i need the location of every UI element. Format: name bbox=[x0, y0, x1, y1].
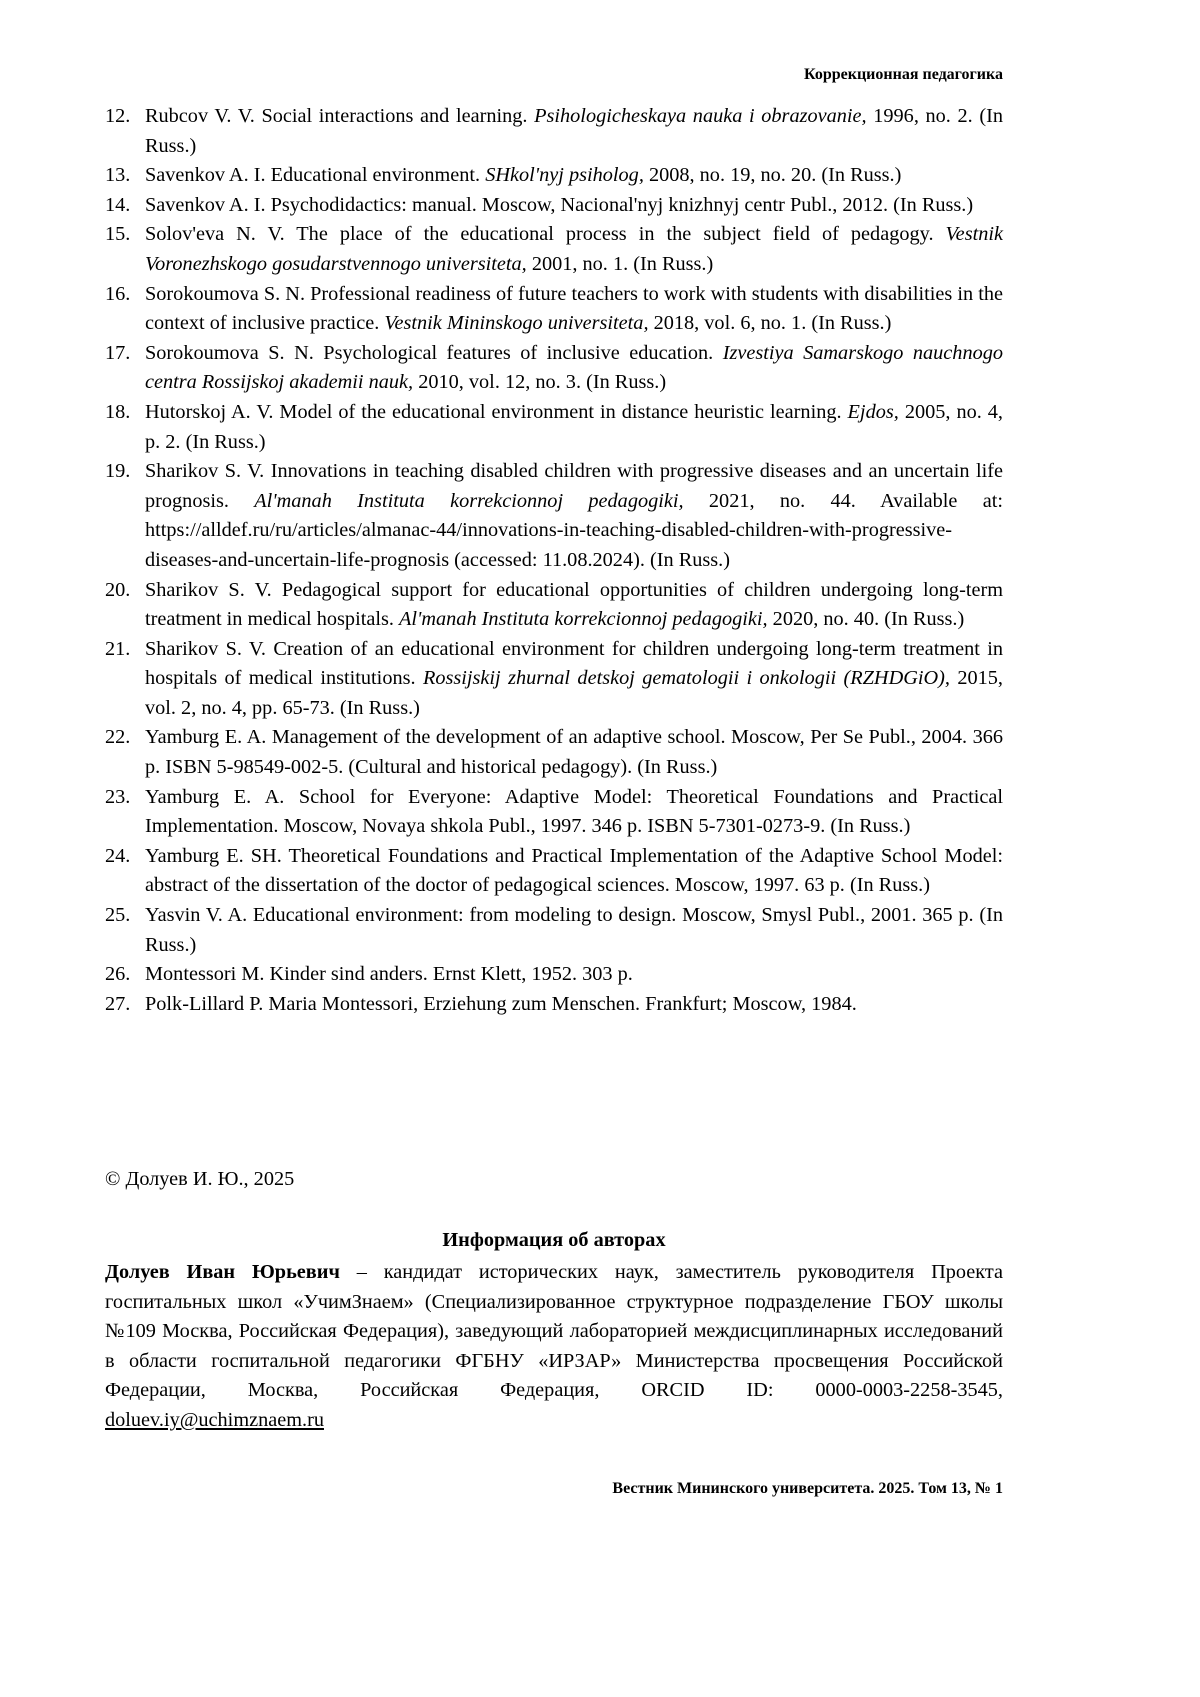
reference-text bbox=[145, 102, 1003, 161]
reference-main: Yasvin V. A. Educational environment: from modeling to design. Moscow, Smysl Publ., 2001. 365 p. (In Russ.) bbox=[145, 904, 1003, 956]
reference-main: Rubcov V. V. Social interactions and learning. bbox=[145, 105, 534, 127]
reference-item bbox=[105, 102, 1003, 161]
reference-main: Montessori M. Kinder sind anders. Ernst Klett, 1952. 303 p. bbox=[145, 963, 633, 985]
reference-main: Yamburg E. A. Management of the development of an adaptive school. Moscow, Per Se Publ., 2004. 366 p. ISBN 5-98549-002-5. (Cultural and historical pedagogy). (In Russ.) bbox=[145, 726, 1003, 778]
reference-item bbox=[105, 960, 1003, 990]
reference-source: Al'manah Instituta korrekcionnoj pedagogiki, bbox=[399, 608, 768, 630]
reference-source: Vestnik Mininskogo universiteta, bbox=[384, 312, 648, 334]
reference-source: Psihologicheskaya nauka i obrazovanie, bbox=[534, 105, 867, 127]
reference-details: 2010, vol. 12, no. 3. (In Russ.) bbox=[413, 371, 666, 393]
author-name: Долуев Иван Юрьевич bbox=[105, 1261, 340, 1283]
reference-text bbox=[145, 191, 1003, 221]
reference-main: Hutorskoj A. V. Model of the educational environment in distance heuristic learning. bbox=[145, 401, 848, 423]
reference-number: 13. bbox=[105, 161, 145, 191]
reference-source: SHkol'nyj psiholog, bbox=[485, 164, 644, 186]
reference-item bbox=[105, 339, 1003, 398]
reference-text bbox=[145, 398, 1003, 457]
author-info-paragraph bbox=[105, 1258, 1003, 1436]
reference-text bbox=[145, 842, 1003, 901]
reference-text bbox=[145, 901, 1003, 960]
reference-item bbox=[105, 783, 1003, 842]
reference-number: 18. bbox=[105, 398, 145, 457]
reference-item bbox=[105, 191, 1003, 221]
reference-main: Sharikov S. V. Pedagogical support for educational opportunities of children undergoing long-term treatment in medical hospitals. bbox=[145, 579, 1003, 631]
reference-number: 26. bbox=[105, 960, 145, 990]
reference-item bbox=[105, 901, 1003, 960]
reference-number: 23. bbox=[105, 783, 145, 842]
reference-text bbox=[145, 576, 1003, 635]
reference-main: Yamburg E. A. School for Everyone: Adaptive Model: Theoretical Foundations and Practical Implementation. Moscow, Novaya shkola Publ., 1997. 346 p. ISBN 5-7301-0273-9. (In Russ.) bbox=[145, 786, 1003, 838]
reference-list bbox=[105, 102, 1003, 1019]
author-email-link[interactable]: doluev.iy@uchimznaem.ru bbox=[105, 1409, 324, 1431]
reference-number: 19. bbox=[105, 457, 145, 575]
reference-text bbox=[145, 960, 1003, 990]
reference-main: Yamburg E. SH. Theoretical Foundations and Practical Implementation of the Adaptive School Model: abstract of the dissertation of the doctor of pedagogical sciences. Moscow, 1997. 63 p. (In Russ.) bbox=[145, 845, 1003, 897]
reference-details: 2018, vol. 6, no. 1. (In Russ.) bbox=[649, 312, 892, 334]
reference-item bbox=[105, 457, 1003, 575]
reference-details: 2021, no. 44. Available at: https://alldef.ru/ru/articles/almanac-44/innovations-in-teaching-disabled-children-with-progressive-diseases-and-uncertain-life-prognosis (accessed: 11.08.2024). (In Russ.) bbox=[145, 490, 1003, 571]
reference-main: Savenkov A. I. Psychodidactics: manual. Moscow, Nacional'nyj knizhnyj centr Publ., 2012. (In Russ.) bbox=[145, 194, 973, 216]
reference-item bbox=[105, 398, 1003, 457]
reference-main: Sorokoumova S. N. Professional readiness of future teachers to work with students with disabilities in the context of inclusive practice. bbox=[145, 283, 1003, 335]
reference-text bbox=[145, 220, 1003, 279]
reference-source: Izvestiya Samarskogo nauchnogo centra Rossijskoj akademii nauk, bbox=[145, 342, 1003, 394]
reference-item bbox=[105, 842, 1003, 901]
reference-details: 2015, vol. 2, no. 4, pp. 65-73. (In Russ.) bbox=[145, 667, 1003, 719]
reference-text bbox=[145, 161, 1003, 191]
reference-text bbox=[145, 990, 1003, 1020]
reference-number: 27. bbox=[105, 990, 145, 1020]
reference-details: 2008, no. 19, no. 20. (In Russ.) bbox=[644, 164, 901, 186]
reference-number: 21. bbox=[105, 635, 145, 724]
reference-main: Savenkov A. I. Educational environment. bbox=[145, 164, 485, 186]
reference-main: Solov'eva N. V. The place of the educational process in the subject field of pedagogy. bbox=[145, 223, 946, 245]
reference-number: 24. bbox=[105, 842, 145, 901]
reference-main: Sharikov S. V. Innovations in teaching disabled children with progressive diseases and an uncertain life prognosis. bbox=[145, 460, 1003, 512]
reference-item bbox=[105, 220, 1003, 279]
reference-item bbox=[105, 990, 1003, 1020]
running-footer: Вестник Мининского университета. 2025. Том 13, № 1 bbox=[612, 1480, 1003, 1498]
reference-text bbox=[145, 635, 1003, 724]
reference-text bbox=[145, 457, 1003, 575]
reference-item bbox=[105, 161, 1003, 191]
reference-number: 15. bbox=[105, 220, 145, 279]
reference-text bbox=[145, 783, 1003, 842]
reference-details: 2005, no. 4, p. 2. (In Russ.) bbox=[145, 401, 1003, 453]
author-info-heading: Информация об авторах bbox=[105, 1229, 1003, 1252]
reference-item bbox=[105, 280, 1003, 339]
reference-number: 14. bbox=[105, 191, 145, 221]
reference-source: Rossijskij zhurnal detskoj gematologii i onkologii (RZHDGiO), bbox=[423, 667, 950, 689]
reference-details: 2020, no. 40. (In Russ.) bbox=[768, 608, 965, 630]
reference-text bbox=[145, 280, 1003, 339]
reference-source: Vestnik Voronezhskogo gosudarstvennogo universiteta, bbox=[145, 223, 1003, 275]
reference-text bbox=[145, 339, 1003, 398]
reference-main: Polk-Lillard P. Maria Montessori, Erziehung zum Menschen. Frankfurt; Moscow, 1984. bbox=[145, 993, 857, 1015]
copyright-notice: © Долуев И. Ю., 2025 bbox=[105, 1168, 294, 1191]
reference-number: 12. bbox=[105, 102, 145, 161]
reference-details: 1996, no. 2. (In Russ.) bbox=[145, 105, 1003, 157]
author-description: – кандидат исторических наук, заместитель руководителя Проекта госпитальных школ «УчимЗнаем» (Специализированное структурное подразделение ГБОУ школы №109 Москва, Российская Федерация), заведующий лабораторией междисциплинарных исследований в области госпитальной педагогики ФГБНУ «ИРЗАР» Министерства просвещения Российской Федерации, Москва, Российская Федерация, ORCID ID: 0000-0003-2258-3545, bbox=[105, 1261, 1003, 1401]
reference-source: Ejdos, bbox=[848, 401, 899, 423]
reference-number: 17. bbox=[105, 339, 145, 398]
reference-details: 2001, no. 1. (In Russ.) bbox=[527, 253, 713, 275]
reference-item bbox=[105, 723, 1003, 782]
reference-number: 20. bbox=[105, 576, 145, 635]
reference-number: 25. bbox=[105, 901, 145, 960]
reference-number: 16. bbox=[105, 280, 145, 339]
reference-text bbox=[145, 723, 1003, 782]
reference-number: 22. bbox=[105, 723, 145, 782]
reference-main: Sharikov S. V. Creation of an educational environment for children undergoing long-term treatment in hospitals of medical institutions. bbox=[145, 638, 1003, 690]
running-header: Коррекционная педагогика bbox=[804, 66, 1003, 84]
reference-item bbox=[105, 576, 1003, 635]
reference-source: Al'manah Instituta korrekcionnoj pedagogiki, bbox=[254, 490, 683, 512]
reference-main: Sorokoumova S. N. Psychological features of inclusive education. bbox=[145, 342, 723, 364]
reference-item bbox=[105, 635, 1003, 724]
